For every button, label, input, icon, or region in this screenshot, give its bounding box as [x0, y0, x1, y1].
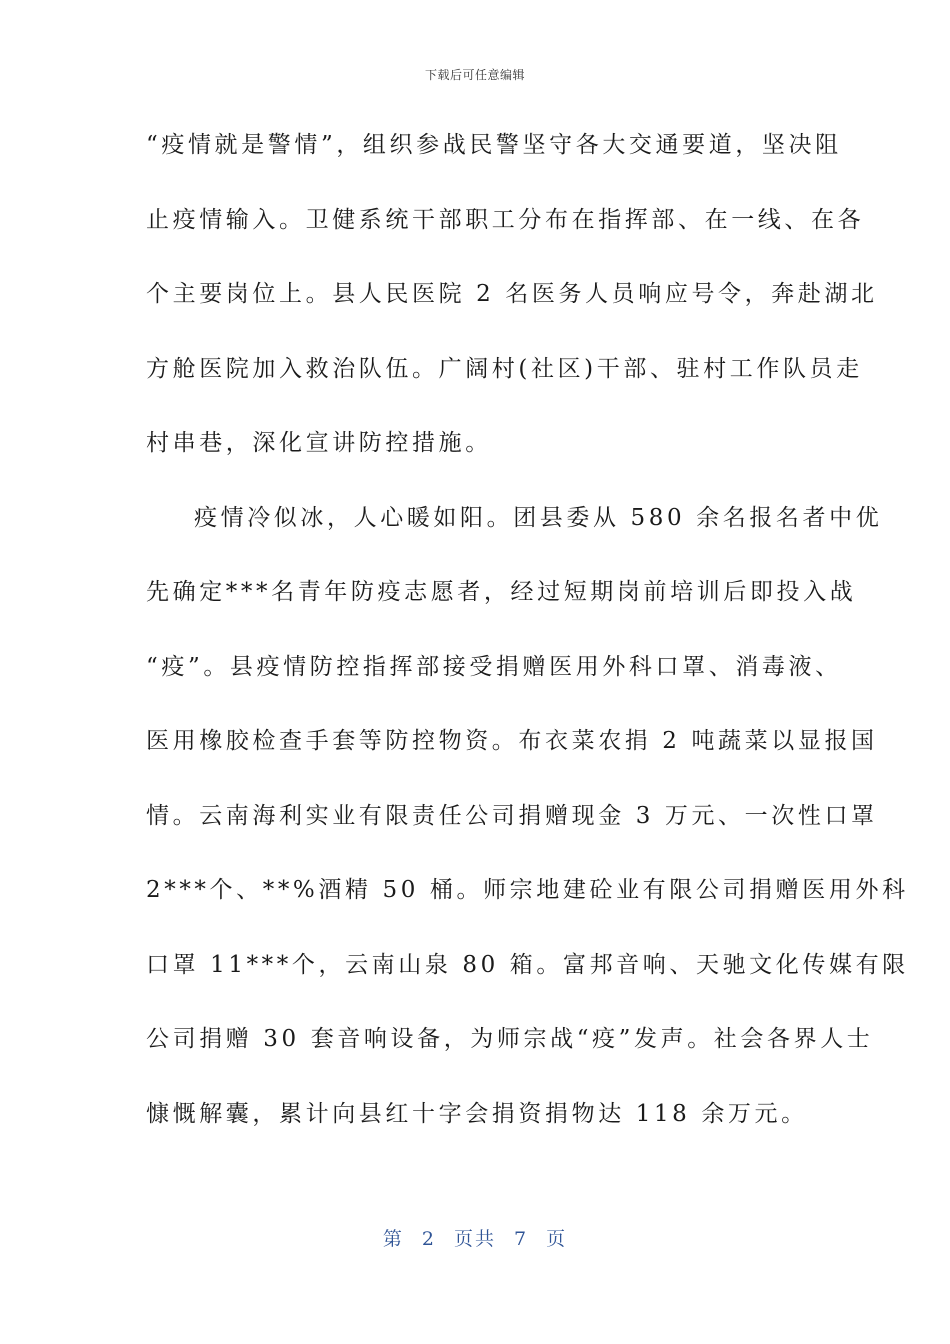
text-line: 个主要岗位上。县人民医院 2 名医务人员响应号令，奔赴湖北 — [146, 281, 878, 307]
footer-total-pages: 7 — [514, 1228, 529, 1250]
footer-page-number: 2 — [421, 1228, 436, 1250]
text-line: 先确定***名青年防疫志愿者，经过短期岗前培训后即投入战 — [146, 579, 857, 605]
text-line: 公司捐赠 30 套音响设备，为师宗战“疫”发声。社会各界人士 — [146, 1026, 874, 1052]
text-line: 村串巷，深化宣讲防控措施。 — [146, 430, 492, 456]
text-line: 口罩 11***个，云南山泉 80 箱。富邦音响、天驰文化传媒有限 — [146, 951, 909, 978]
document-body — [146, 122, 909, 1165]
page-footer — [0, 1224, 950, 1251]
text-line: 慷慨解囊，累计向县红十字会捐资捐物达 118 余万元。 — [146, 1100, 808, 1127]
footer-suffix: 页 — [546, 1228, 568, 1250]
text-line: 疫情冷似冰，人心暖如阳。团县委从 580 余名报名者中优 — [194, 504, 883, 531]
text-line: 2***个、**%酒精 50 桶。师宗地建砼业有限公司捐赠医用外科 — [146, 877, 909, 903]
text-line: 方舱医院加入救治队伍。广阔村(社区)干部、驻村工作队员走 — [146, 355, 863, 382]
footer-middle: 页共 — [453, 1228, 496, 1250]
footer-prefix: 第 — [382, 1228, 404, 1250]
text-line: 情。云南海利实业有限责任公司捐赠现金 3 万元、一次性口罩 — [146, 802, 878, 829]
text-line: 医用橡胶检查手套等防控物资。布衣菜农捐 2 吨蔬菜以显报国 — [146, 728, 878, 754]
text-line: “疫情就是警情”，组织参战民警坚守各大交通要道，坚决阻 — [146, 132, 842, 158]
header-note: 下载后可任意编辑 — [424, 68, 525, 82]
text-line: 止疫情输入。卫健系统干部职工分布在指挥部、在一线、在各 — [146, 206, 865, 233]
text-line: “疫”。县疫情防控指挥部接受捐赠医用外科口罩、消毒液、 — [146, 653, 842, 680]
